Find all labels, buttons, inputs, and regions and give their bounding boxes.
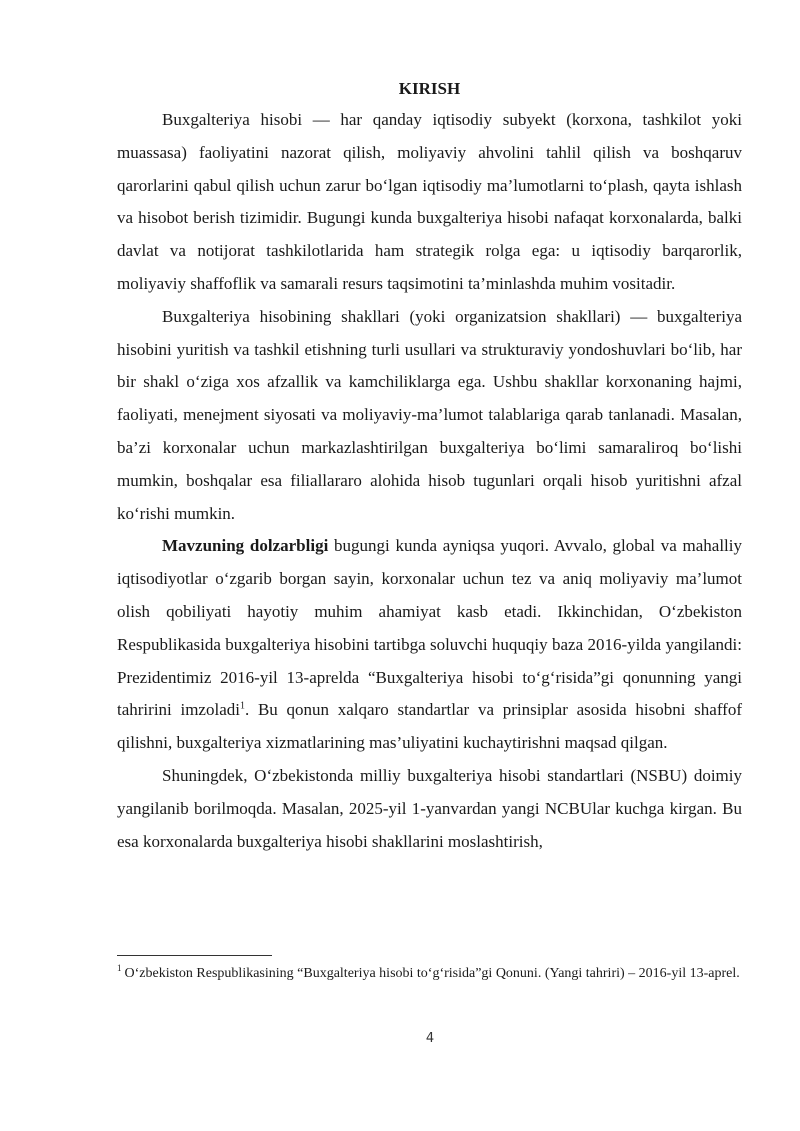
footnote-divider [117, 955, 272, 956]
section-heading: KIRISH [398, 79, 461, 98]
page-body [117, 74, 742, 858]
paragraph-standards: Shuningdek, O‘zbekistonda milliy buxgalteriya hisobi standartlari (NSBU) doimiy yangilanib borilmoqda. Masalan, 2025-yil 1-yanvardan yangi NCBUlar kuchga kirgan. Bu esa korxonalarda buxgalteriya hisobi shakllarini moslashtirish, [117, 765, 742, 851]
footnote-text: O‘zbekiston Respublikasining “Buxgalteriya hisobi to‘g‘risida”gi Qonuni. (Yangi tahriri) – 2016-yil 13-aprel. [124, 966, 740, 981]
page-number: 4 [425, 1031, 435, 1046]
paragraph-relevance [117, 530, 742, 760]
relevance-bold-lead: Mavzuning dolzarbligi [162, 536, 329, 556]
footnote-reference[interactable]: 1 [239, 700, 245, 712]
footnote-mark: 1 [117, 963, 122, 974]
relevance-text: bugungi kunda ayniqsa yuqori. Avvalo, global va mahalliy iqtisodiyotlar o‘zgarib borgan sayin, korxonalar uchun tez va aniq moliyaviy ma’lumot olish qobiliyati hayotiy muhim ahamiyat kasb etadi. Ikkinchidan, O‘zbekiston Respublikasida buxgalteriya hisobini tartibga soluvchi huquqiy baza 2016-yilda yangilandi: Prezidentimiz 2016-yil 13-aprelda “Buxgalteriya hisobi to‘g‘risida”gi qonunning yangi tahririni imzoladi [117, 536, 742, 720]
paragraph-forms: Buxgalteriya hisobining shakllari (yoki organizatsion shakllari) — buxgalteriya hisobini yuritish va tashkil etishning turli usullari va strukturaviy yondoshuvlari bo‘lib, har bir shakl o‘ziga xos afzallik va kamchiliklarga ega. Ushbu shakllar korxonaning hajmi, faoliyati, menejment siyosati va moliyaviy-ma’lumot talablariga qarab tanlanadi. Masalan, ba’zi korxonalar uchun markazlashtirilgan buxgalteriya bo‘limi samaraliroq bo‘lishi mumkin, boshqalar esa filiallararo alohida hisob tugunlari orqali hisob yuritishni afzal ko‘rishi mumkin. [117, 306, 742, 523]
relevance-text-continued: . Bu qonun xalqaro standartlar va prinsiplar asosida hisobni shaffof qilishni, buxgalteriya xizmatlarining mas’uliyatini kuchaytirishni maqsad qilgan. [117, 700, 743, 753]
paragraph-intro: Buxgalteriya hisobi — har qanday iqtisodiy subyekt (korxona, tashkilot yoki muassasa) faoliyatini nazorat qilish, moliyaviy ahvolini tahlil qilish va boshqaruv qarorlarini qabul qilish uchun zarur bo‘lgan iqtisodiy ma’lumotlarni to‘plash, qayta ishlash va hisobot berish tizimidir. Bugungi kunda buxgalteriya hisobi nafaqat korxonalarda, balki davlat va notijorat tashkilotlarida ham strategik rolga ega: u iqtisodiy barqarorlik, moliyaviy shaffoflik va samarali resurs taqsimotini ta’minlashda muhim vositadir. [117, 110, 742, 293]
footnote [117, 961, 742, 986]
